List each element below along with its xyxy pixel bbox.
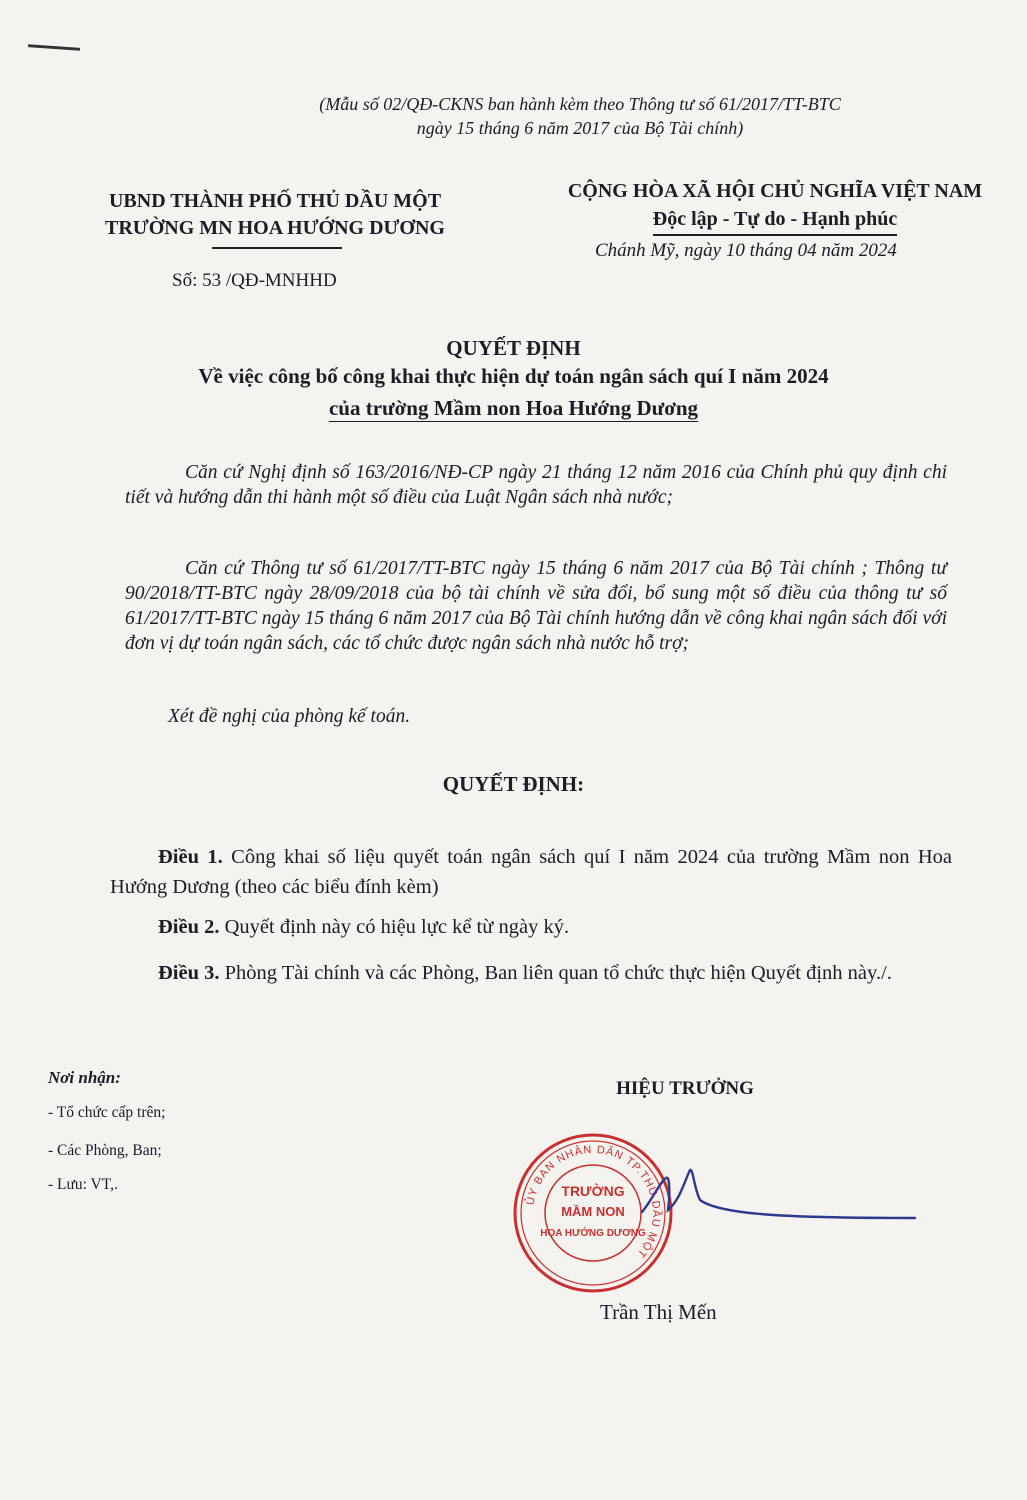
subject-line1: Về việc công bố công khai thực hiện dự toán ngân sách quí I năm 2024 [198, 364, 829, 388]
school-name-underline [212, 247, 342, 249]
national-title: CỘNG HÒA XÃ HỘI CHỦ NGHĨA VIỆT NAM [567, 180, 983, 202]
preamble-proposal: Xét đề nghị của phòng kế toán. [168, 706, 411, 727]
national-motto [520, 206, 1027, 236]
agency-name: UBND THÀNH PHỐ THỦ DẦU MỘT [108, 190, 442, 212]
form-note-line2: ngày 15 tháng 6 năm 2017 của Bộ Tài chính) [416, 118, 744, 138]
preamble-circular [125, 556, 947, 656]
article-1-text: Công khai số liệu quyết toán ngân sách quí I năm 2024 của trường Mầm non Hoa Hướng Dương (theo các biểu đính kèm) [110, 846, 953, 898]
article-2-text: Quyết định này có hiệu lực kể từ ngày ký. [219, 916, 570, 938]
seal-center-line1: TRƯỜNG [561, 1183, 625, 1199]
article-1-label: Điều 1. [158, 846, 223, 868]
article-2 [110, 912, 952, 942]
document-title: QUYẾT ĐỊNH [446, 336, 581, 360]
preamble-circular-text: Căn cứ Thông tư số 61/2017/TT-BTC ngày 15 tháng 6 năm 2017 của Bộ Tài chính ; Thông tư 90/2018/TT-BTC ngày 28/09/2018 của bộ tài chính về sửa đổi, bổ sung một số điều của thông tư số 61/2017/TT-BTC ngày 15 tháng 6 năm 2017 của Bộ Tài chính hướng dẫn về công khai ngân sách đối với đơn vị dự toán ngân sách, các tổ chức được ngân sách nhà nước hỗ trợ; [125, 558, 947, 654]
recipients-title: Nơi nhận: [48, 1068, 121, 1087]
subject-line2 [0, 394, 1027, 423]
seal-ring-text: ỦY BAN NHÂN DÂN TP.THỦ DẦU MỘT [524, 1143, 663, 1261]
decision-heading: QUYẾT ĐỊNH: [442, 772, 585, 796]
form-note-line1: (Mẫu số 02/QĐ-CKNS ban hành kèm theo Thông tư số 61/2017/TT-BTC [319, 94, 841, 114]
recipient-item: - Tổ chức cấp trên; [48, 1104, 166, 1121]
preamble-decree-text: Căn cứ Nghị định số 163/2016/NĐ-CP ngày 21 tháng 12 năm 2016 của Chính phủ quy định chi tiết và hướng dẫn thi hành một số điều của Luật Ngân sách nhà nước; [125, 462, 947, 508]
national-motto-text: Độc lập - Tự do - Hạnh phúc [653, 206, 897, 236]
signature-stroke [642, 1170, 915, 1218]
recipient-item: - Các Phòng, Ban; [48, 1142, 162, 1159]
signer-title: HIỆU TRƯỞNG [616, 1078, 754, 1099]
subject-line2-text: của trường Mầm non Hoa Hướng Dương [328, 396, 699, 420]
school-name: TRƯỜNG MN HOA HƯỚNG DƯƠNG [105, 217, 445, 239]
signer-name: Trần Thị Mến [600, 1300, 717, 1324]
handwritten-signature [630, 1160, 920, 1230]
article-3-label: Điều 3. [158, 962, 220, 984]
article-1 [110, 842, 952, 902]
recipient-item: - Lưu: VT,. [48, 1176, 118, 1193]
seal-center-line2: MẦM NON [561, 1204, 625, 1219]
place-date: Chánh Mỹ, ngày 10 tháng 04 năm 2024 [595, 240, 897, 261]
seal-center-line3: HOA HƯỚNG DƯƠNG [540, 1228, 646, 1239]
document-number: Số: 53 /QĐ-MNHHD [172, 270, 337, 291]
article-3-text: Phòng Tài chính và các Phòng, Ban liên quan tổ chức thực hiện Quyết định này./. [219, 962, 892, 984]
article-3 [110, 958, 952, 988]
preamble-decree [125, 460, 947, 510]
corner-dash-mark [28, 44, 80, 51]
article-2-label: Điều 2. [158, 916, 220, 938]
